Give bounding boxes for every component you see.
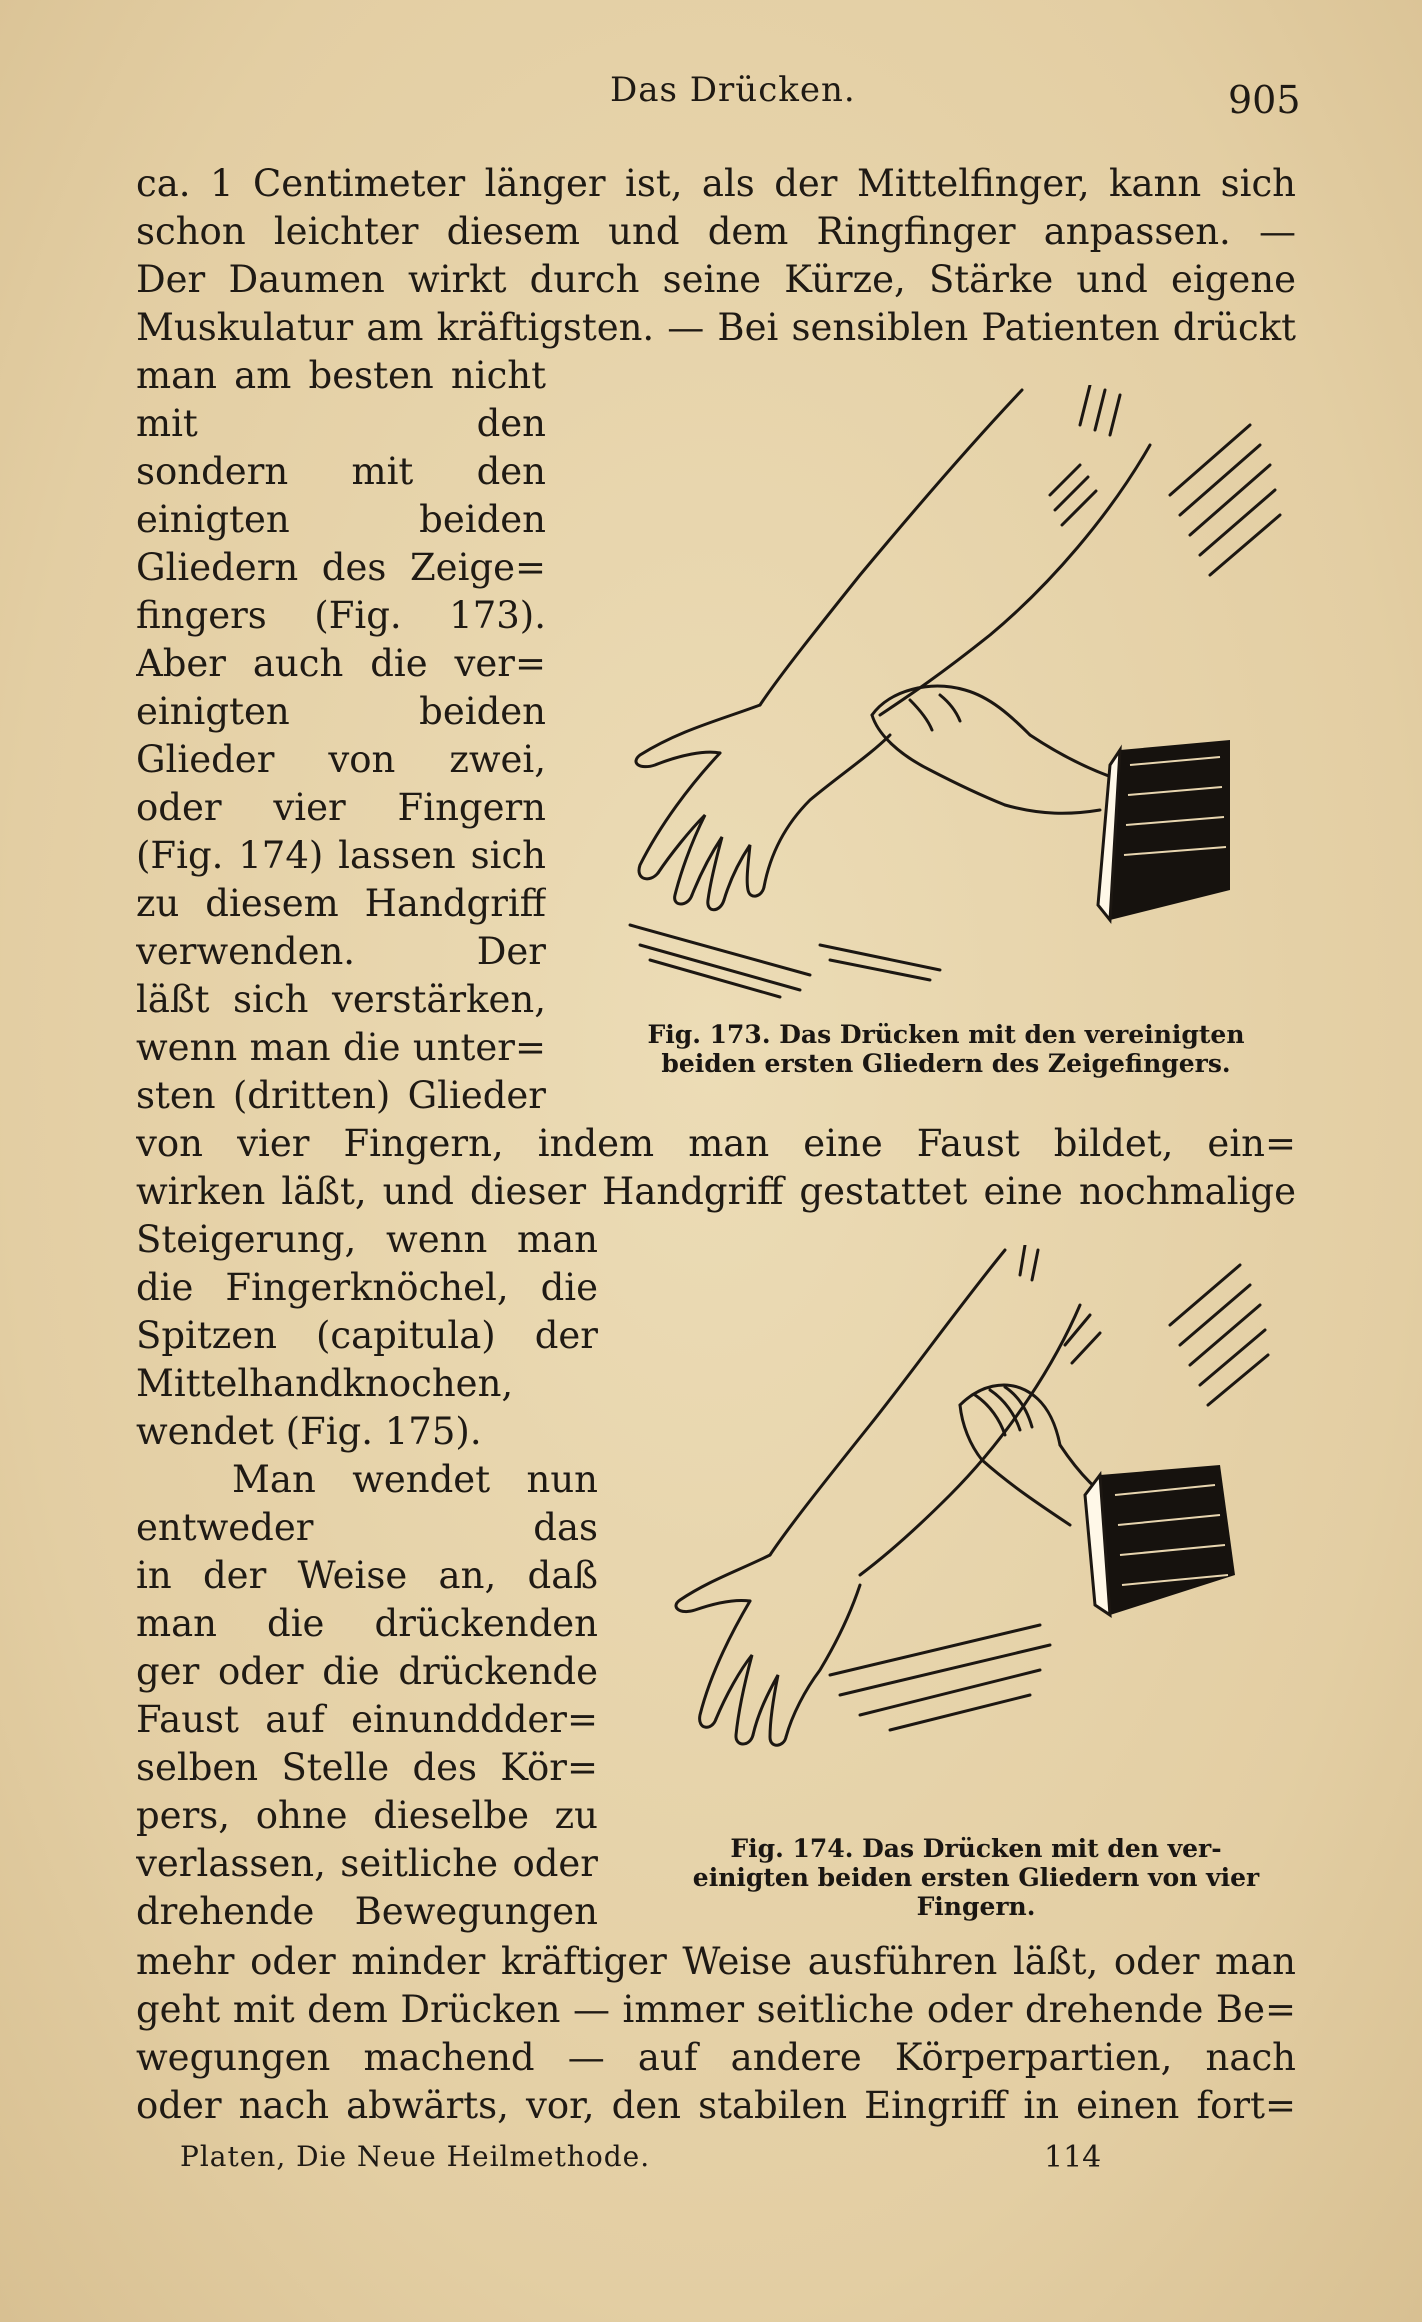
page-number: 905 [1228, 78, 1301, 122]
text-line: in der Weise an, daß [136, 1554, 598, 1597]
figure-174-illustration [660, 1245, 1280, 1805]
text-line: mehr oder minder kräftiger Weise ausführen läßt, oder man [136, 1940, 1296, 1983]
running-head [0, 70, 1422, 120]
caption-line: Fig. 174. Das Drücken mit den ver- [730, 1834, 1222, 1863]
footer-signature: Platen, Die Neue Heilmethode. [180, 2140, 651, 2173]
text-line: schon leichter diesem und dem Ringfinger anpassen. — [136, 210, 1296, 253]
text-line: geht mit dem Drücken — immer seitliche oder drehende Be= [136, 1988, 1296, 2031]
text-line: Faust auf einunddder= [136, 1698, 598, 1741]
caption-line: Fingern. [916, 1892, 1036, 1921]
text-line: wendet (Fig. 175). [136, 1410, 482, 1453]
text-line: entweder das [136, 1506, 598, 1549]
text-line: oder nach abwärts, vor, den stabilen Eingriff in einen fort= [136, 2084, 1296, 2127]
text-line: man am besten nicht [136, 354, 546, 397]
text-line: sondern mit den [136, 450, 546, 493]
figure-174-caption [648, 1834, 1304, 1921]
text-line: sten (dritten) Glieder [136, 1074, 546, 1117]
text-line: einigten beiden [136, 690, 546, 733]
text-line: wirken läßt, und dieser Handgriff gestattet eine nochmalige [136, 1170, 1296, 1213]
text-line: Glieder von zwei, [136, 738, 546, 781]
page-footer [0, 2140, 1422, 2180]
text-line: die Fingerknöchel, die [136, 1266, 598, 1309]
text-line: Muskulatur am kräftigsten. — Bei sensiblen Patienten drückt [136, 306, 1296, 349]
text-line: drehende Bewegungen [136, 1890, 598, 1933]
paragraph-middle [136, 1120, 1296, 1216]
text-line: man die drückenden [136, 1602, 598, 1645]
text-line: Aber auch die ver= [136, 642, 546, 685]
text-line: von vier Fingern, indem man eine Faust bildet, ein= [136, 1122, 1296, 1165]
text-line: pers, ohne dieselbe zu [136, 1794, 598, 1837]
text-line: selben Stelle des Kör= [136, 1746, 598, 1789]
text-line: wegungen machend — auf andere Körperpartien, nach [136, 2036, 1296, 2079]
figure-173-illustration [610, 385, 1290, 1005]
text-line: Der Daumen wirkt durch seine Kürze, Stärke und eigene [136, 258, 1296, 301]
paragraph-bottom [136, 1938, 1296, 2130]
caption-line: Fig. 173. Das Drücken mit den vereinigten [647, 1020, 1245, 1049]
text-line: oder vier Fingern [136, 786, 546, 829]
text-line: verlassen, seitliche oder [136, 1842, 598, 1885]
figure-173-caption [586, 1020, 1306, 1078]
caption-line: einigten beiden ersten Gliedern von vier [692, 1863, 1260, 1892]
text-line: verwenden. Der [136, 930, 546, 973]
text-line: (Fig. 174) lassen sich [136, 834, 546, 877]
running-title: Das Drücken. [610, 70, 856, 110]
text-line: Man wendet nun [232, 1458, 598, 1501]
text-line: Steigerung, wenn man [136, 1218, 598, 1261]
text-line: einigten beiden [136, 498, 546, 541]
column-beside-fig-174 [136, 1216, 598, 1936]
text-line: fingers (Fig. 173). [136, 594, 546, 637]
column-beside-fig-173 [136, 352, 546, 1120]
paragraph-top [136, 160, 1296, 352]
text-line: Mittelhandknochen, [136, 1362, 514, 1405]
footer-sheet-number: 114 [1044, 2140, 1102, 2175]
text-line: Gliedern des Zeige= [136, 546, 546, 589]
text-line: wenn man die unter= [136, 1026, 546, 1069]
text-line: mit den [136, 402, 546, 445]
text-line: ger oder die drückende [136, 1650, 598, 1693]
text-line: ca. 1 Centimeter länger ist, als der Mittelfinger, kann sich [136, 162, 1296, 205]
text-line: Spitzen (capitula) der [136, 1314, 598, 1357]
caption-line: beiden ersten Gliedern des Zeigefingers. [661, 1049, 1231, 1078]
text-line: zu diesem Handgriff [136, 882, 546, 925]
text-line: läßt sich verstärken, [136, 978, 546, 1021]
